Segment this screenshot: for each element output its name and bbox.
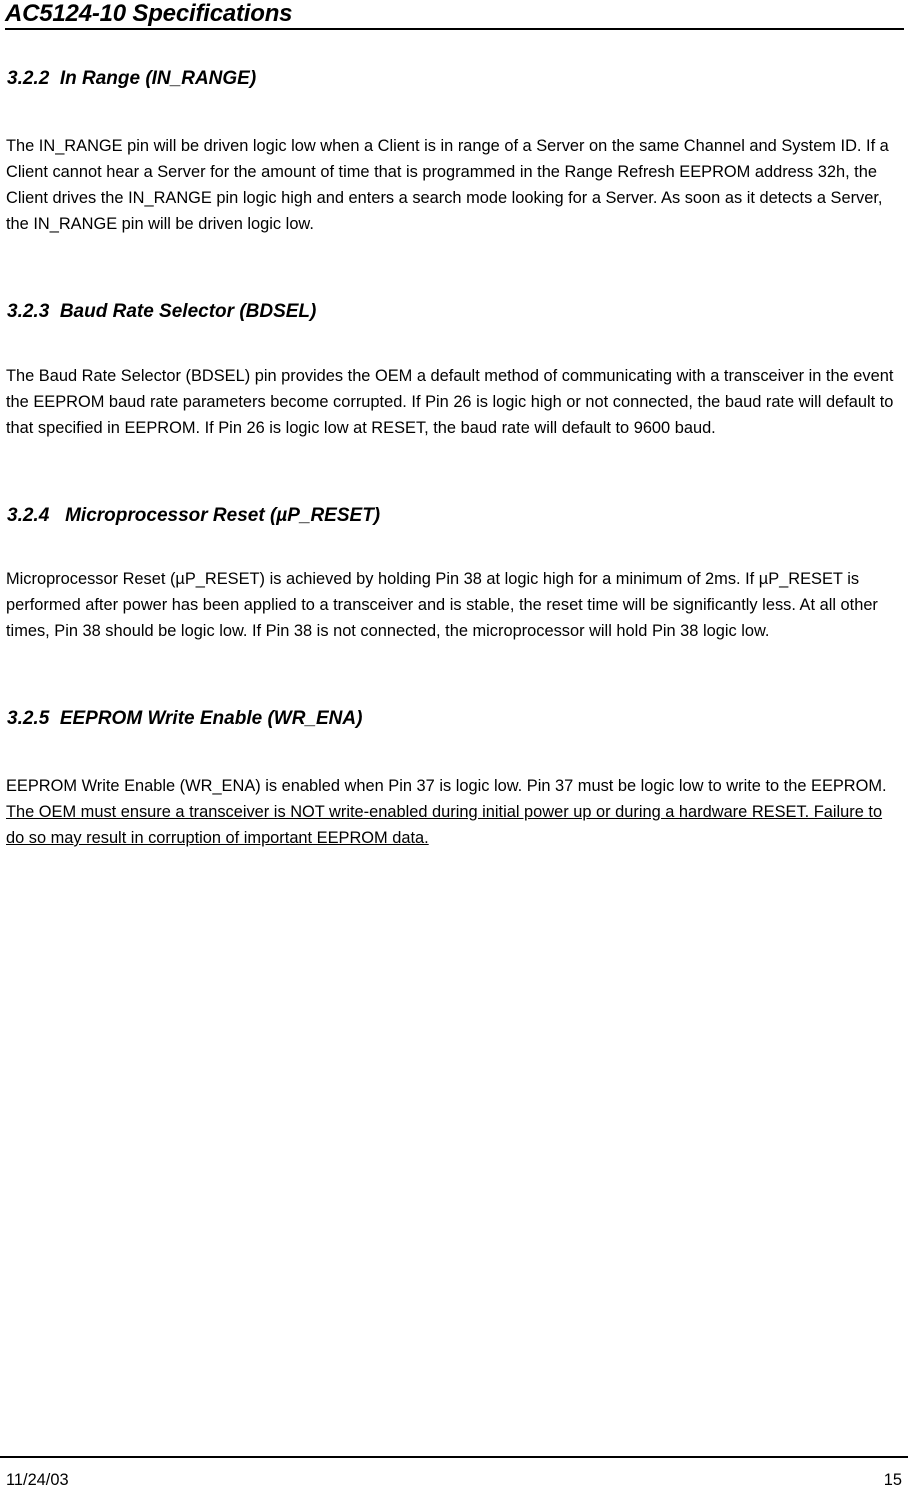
write-enable-warning: The OEM must ensure a transceiver is NOT write-enabled during initial power up or during a hardware RESET. Failure to do so may result in corruption of important EEPROM data. [6, 803, 883, 847]
write-enable-text: EEPROM Write Enable (WR_ENA) is enabled when Pin 37 is logic low. Pin 37 must be logic low to write to the EEPROM. [6, 777, 887, 795]
section-heading-reset: 3.2.4 Microprocessor Reset (µP_RESET) [7, 505, 381, 526]
section-body-in-range: The IN_RANGE pin will be driven logic low when a Client is in range of a Server on the same Channel and System ID. If a Client cannot hear a Server for the amount of time that is programmed in the Range Refresh EEPROM address 32h, the Client drives the IN_RANGE pin logic high and enters a search mode looking for a Server. As soon as it detects a Server, the IN_RANGE pin will be driven logic low. [6, 137, 889, 233]
footer-rule [0, 1456, 908, 1458]
section-body-baud-rate: The Baud Rate Selector (BDSEL) pin provides the OEM a default method of communicating with a transceiver in the event the EEPROM baud rate parameters become corrupted. If Pin 26 is logic high or not connected, the baud rate will default to that specified in EEPROM. If Pin 26 is logic low at RESET, the baud rate will default to 9600 baud. [6, 367, 894, 437]
page-header [5, 0, 904, 30]
document-title: AC5124-10 Specifications [5, 0, 293, 27]
section-heading-write-enable: 3.2.5 EEPROM Write Enable (WR_ENA) [7, 708, 363, 729]
footer-date: 11/24/03 [6, 1471, 69, 1489]
section-heading-in-range: 3.2.2 In Range (IN_RANGE) [7, 68, 257, 89]
section-body-reset: Microprocessor Reset (µP_RESET) is achieved by holding Pin 38 at logic high for a minimum of 2ms. If µP_RESET is performed after power has been applied to a transceiver and is stable, the reset time will be significantly less. At all other times, Pin 38 should be logic low. If Pin 38 is not connected, the microprocessor will hold Pin 38 logic low. [6, 570, 878, 640]
section-heading-baud-rate: 3.2.3 Baud Rate Selector (BDSEL) [7, 301, 317, 322]
page-number: 15 [883, 1471, 902, 1489]
section-body-write-enable [6, 773, 901, 851]
